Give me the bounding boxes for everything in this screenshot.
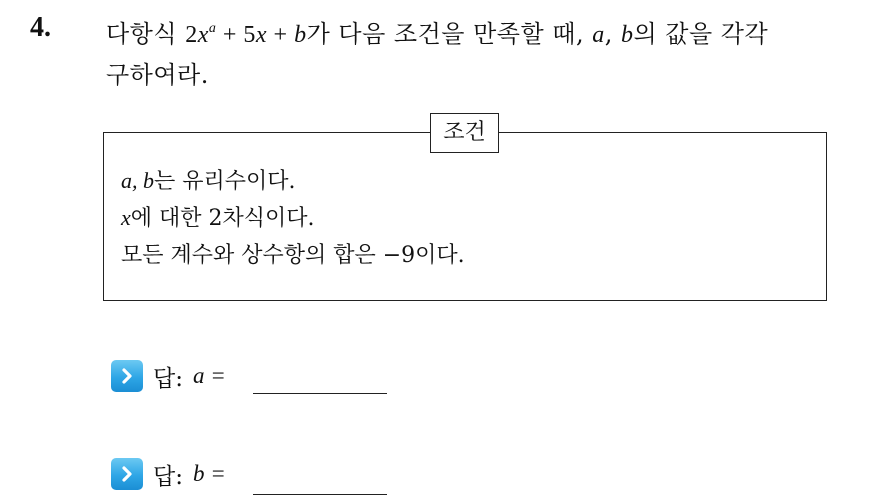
variable-b: b (294, 22, 307, 48)
question-intro: 다항식 (106, 20, 186, 48)
condition-math: x (121, 205, 131, 230)
chevron-right-icon (111, 458, 143, 490)
condition-text: 는 유리수이다. (154, 169, 296, 194)
answer-blank-a[interactable] (253, 393, 387, 394)
coefficient-5: 5 (243, 22, 256, 48)
question-text (106, 14, 866, 95)
answer-blank-b[interactable] (253, 494, 387, 495)
variable-x-2: x (255, 22, 268, 48)
plus-sign-2: + (267, 22, 295, 48)
condition-list (121, 163, 465, 274)
condition-text: 모든 계수와 상수항의 합은 −9이다. (121, 243, 465, 268)
condition-math: a, b (121, 168, 154, 193)
question-line-2: 구하여라. (106, 61, 209, 89)
coefficient-2: 2 (185, 22, 198, 48)
answer-variable-a: a = (192, 363, 226, 388)
question-comma: , (604, 20, 621, 48)
answer-row-a (111, 358, 226, 394)
answer-label: 답: (153, 463, 183, 490)
variable-x: x (197, 22, 209, 48)
condition-text: 에 대한 2차식이다. (130, 206, 315, 231)
question-mid: 가 다음 조건을 만족할 때, (306, 20, 593, 48)
answer-label: 답: (153, 365, 183, 392)
answer-variable-b: b = (192, 461, 226, 486)
condition-item-sum (121, 237, 465, 274)
condition-item-quadratic (121, 200, 465, 237)
condition-item-rational (121, 163, 465, 200)
plus-sign-1: + (216, 22, 244, 48)
chevron-right-icon (111, 360, 143, 392)
exponent-a: a (208, 21, 217, 36)
question-line-1 (106, 14, 866, 55)
variable-a: a (592, 22, 605, 48)
question-number: 4. (30, 12, 51, 43)
question-end-line-1: 의 값을 각각 (633, 20, 769, 48)
condition-title: 조건 (430, 113, 499, 153)
variable-b-2: b (620, 22, 634, 48)
answer-row-b (111, 456, 226, 492)
